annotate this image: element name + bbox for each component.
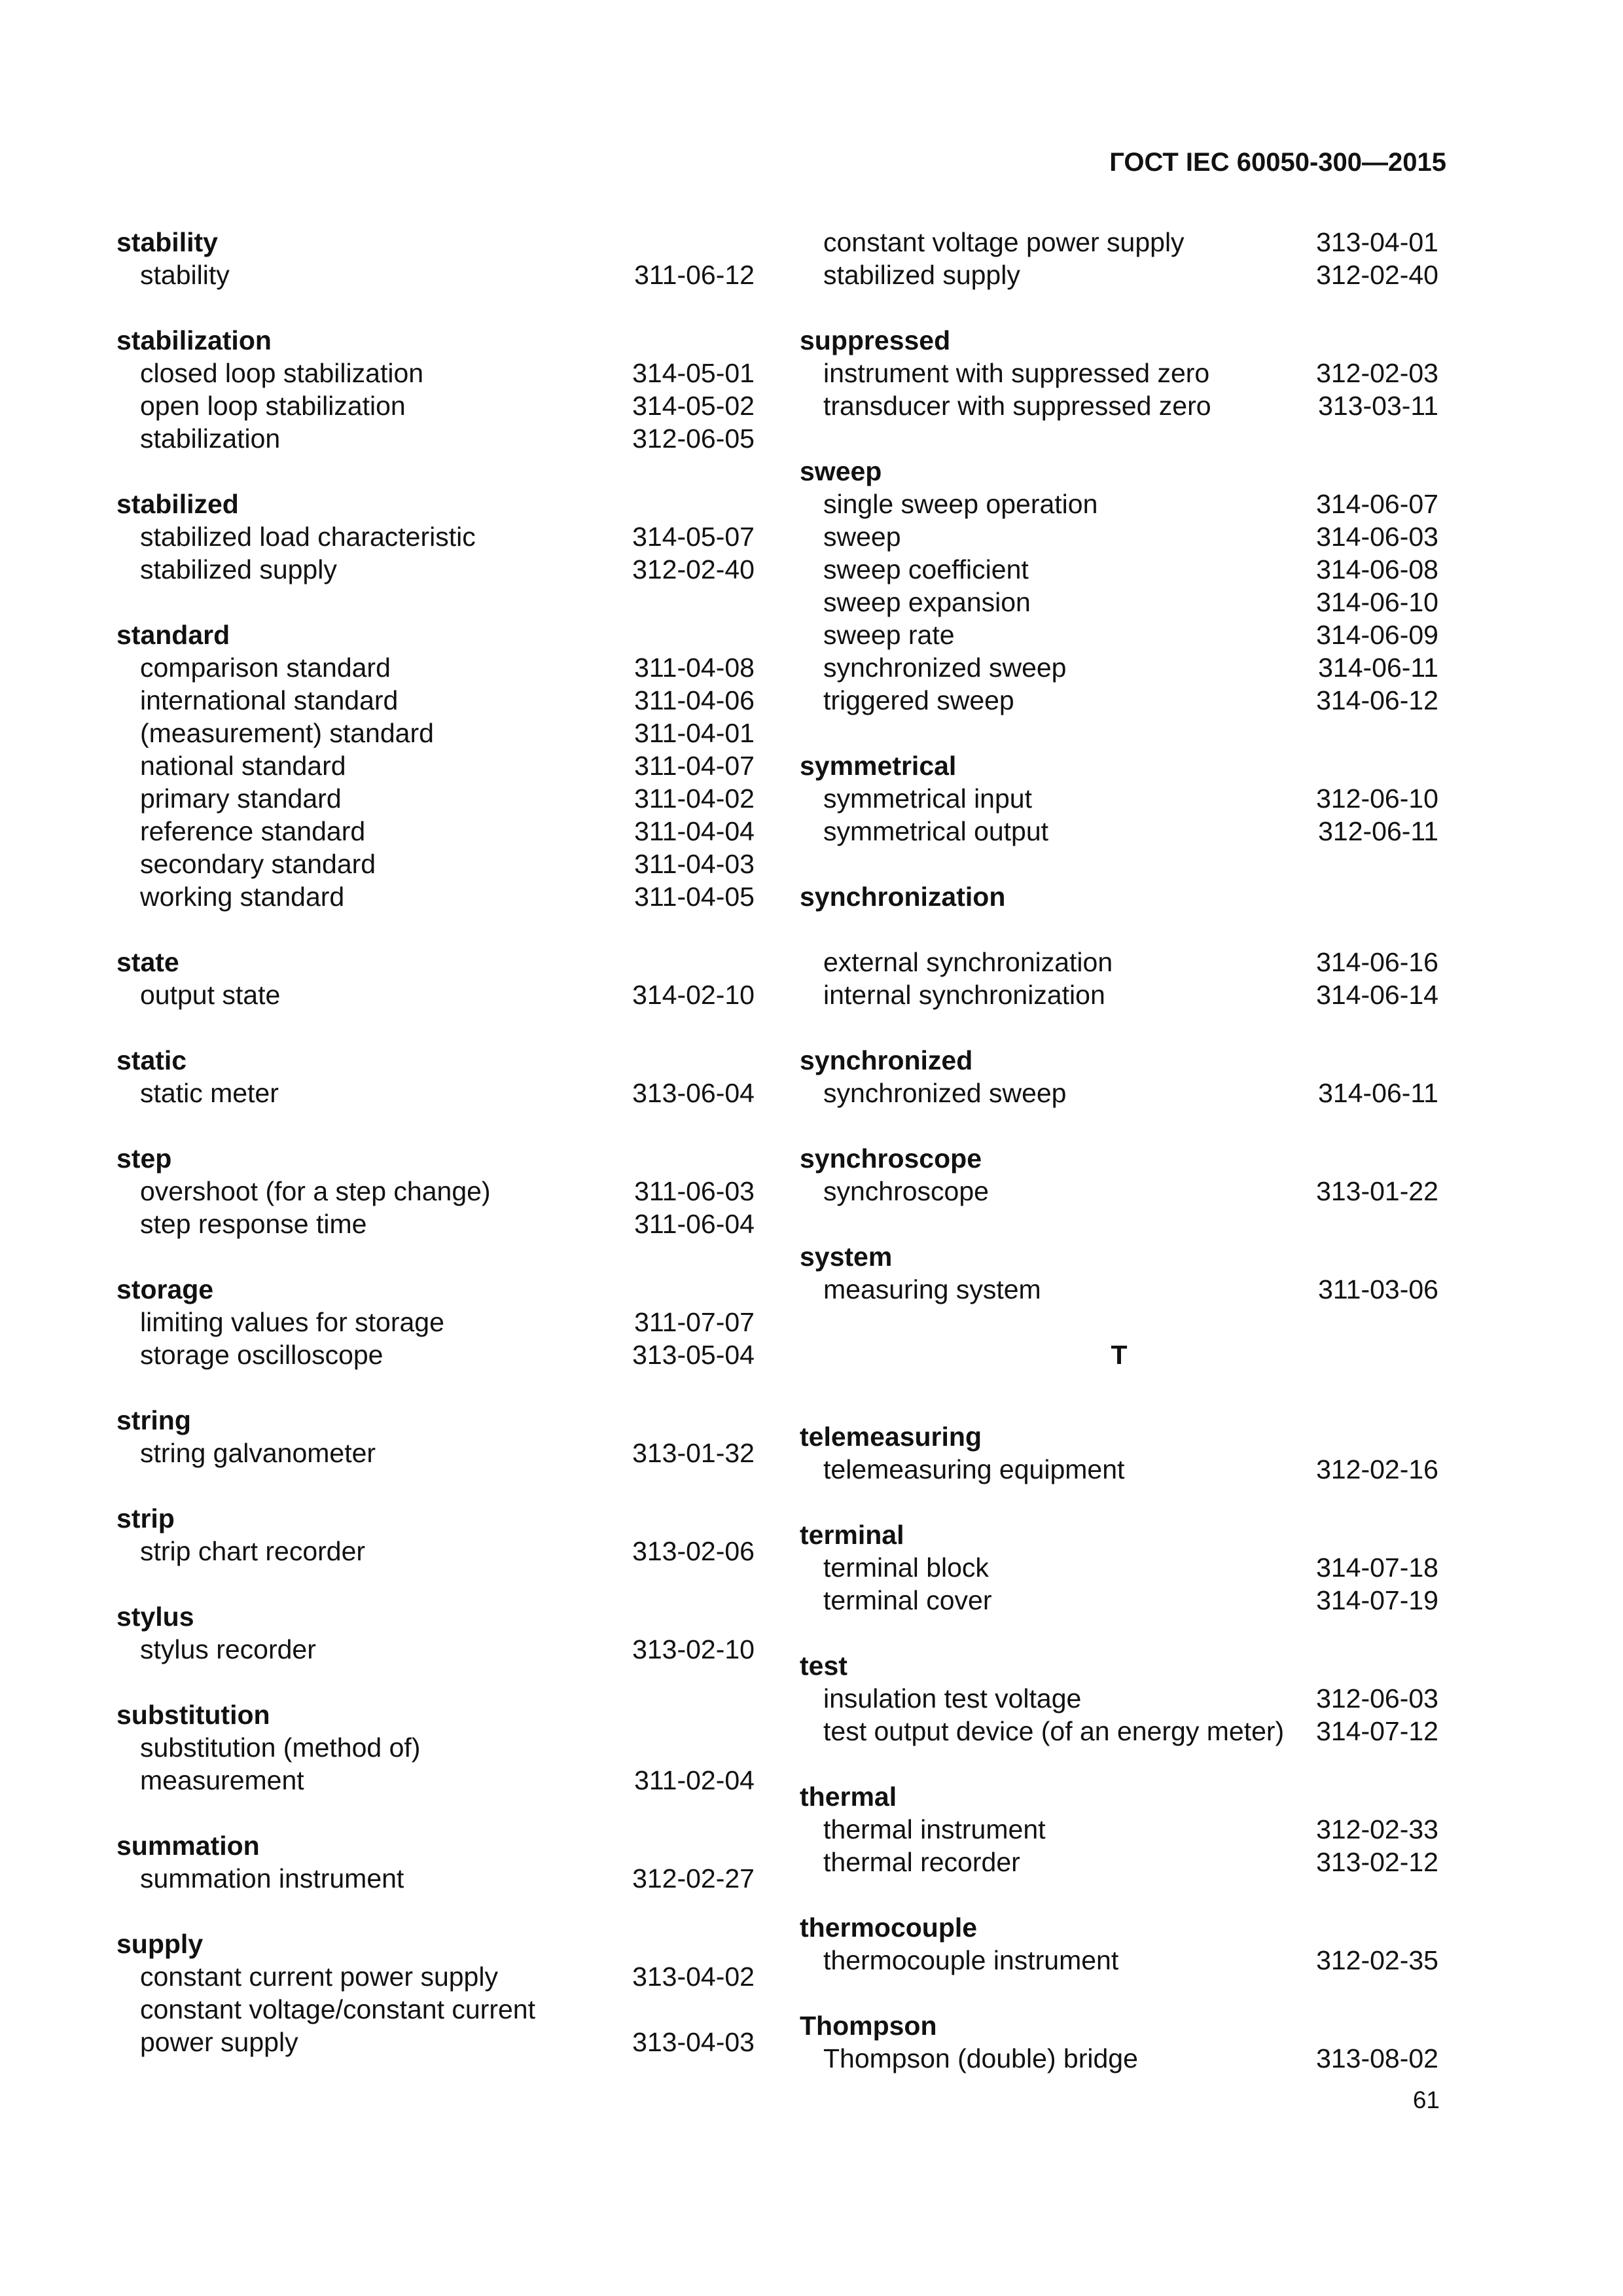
entry-term: synchronized sweep <box>823 1078 1067 1108</box>
entry-code: 312-02-16 <box>1316 1454 1438 1484</box>
index-group <box>116 619 755 913</box>
entry-code: 313-04-03 <box>632 2027 755 2057</box>
index-heading: sweep <box>800 456 882 486</box>
entry-code: 311-04-03 <box>634 849 755 879</box>
index-entry <box>116 1960 755 1993</box>
index-entry <box>800 226 1438 259</box>
running-header: ГОСТ IEC 60050-300—2015 <box>1109 148 1446 177</box>
index-entry <box>116 520 755 553</box>
entry-term: measuring system <box>823 1274 1041 1304</box>
entry-term: stylus recorder <box>140 1634 316 1664</box>
entry-term: synchronized sweep <box>823 653 1067 683</box>
index-entry <box>116 1208 755 1240</box>
index-entry <box>800 488 1438 520</box>
index-entry <box>116 1633 755 1666</box>
index-group <box>800 324 1438 422</box>
index-group <box>116 1600 755 1666</box>
section-letter: T <box>1111 1340 1128 1370</box>
index-group <box>800 749 1438 848</box>
index-heading: supply <box>116 1929 204 1959</box>
index-entry <box>116 389 755 422</box>
entry-code: 312-02-40 <box>632 554 755 584</box>
index-entry <box>800 946 1438 978</box>
entry-code: 314-06-08 <box>1316 554 1438 584</box>
index-heading: telemeasuring <box>800 1422 982 1452</box>
entry-term: thermal instrument <box>823 1814 1046 1844</box>
index-group <box>116 1273 755 1371</box>
index-heading: storage <box>116 1274 214 1304</box>
entry-term: reference standard <box>140 816 366 846</box>
index-entry <box>116 1077 755 1109</box>
entry-term: output state <box>140 980 281 1010</box>
index-heading: stability <box>116 227 218 257</box>
index-entry <box>116 684 755 717</box>
index-group <box>116 226 755 291</box>
entry-term: string galvanometer <box>140 1438 376 1468</box>
index-entry <box>800 1453 1438 1486</box>
index-heading: suppressed <box>800 325 951 355</box>
index-entry <box>116 259 755 291</box>
index-group <box>116 1698 755 1797</box>
entry-code: 312-02-27 <box>632 1863 755 1893</box>
index-entry <box>800 1682 1438 1715</box>
index-entry <box>116 848 755 880</box>
entry-code: 314-05-07 <box>632 522 755 552</box>
index-heading: static <box>116 1045 187 1075</box>
entry-term: national standard <box>140 751 346 781</box>
entry-code: 314-07-18 <box>1316 1552 1438 1583</box>
index-group <box>800 1420 1438 1486</box>
index-entry <box>800 978 1438 1011</box>
index-heading: synchroscope <box>800 1143 982 1174</box>
entry-term: triggered sweep <box>823 685 1014 715</box>
index-entry <box>800 1944 1438 1977</box>
index-group <box>116 1928 755 2058</box>
entry-code: 311-06-03 <box>634 1176 755 1206</box>
index-heading: step <box>116 1143 172 1174</box>
index-entry <box>800 259 1438 291</box>
entry-term: constant voltage/constant current power supply <box>140 1994 535 2057</box>
entry-code: 314-07-12 <box>1316 1716 1438 1746</box>
index-group <box>800 455 1438 717</box>
entry-term: instrument with suppressed zero <box>823 358 1210 388</box>
entry-term: comparison standard <box>140 653 391 683</box>
index-group <box>116 324 755 455</box>
entry-code: 313-04-02 <box>632 1962 755 1992</box>
entry-term: stabilized supply <box>140 554 337 584</box>
index-group <box>800 1240 1438 1306</box>
index-entry <box>116 1535 755 1568</box>
entry-term: sweep coefficient <box>823 554 1029 584</box>
index-group <box>800 1911 1438 1977</box>
entry-code: 313-05-04 <box>632 1340 755 1370</box>
index-entry <box>116 1993 755 2058</box>
index-heading: synchronized <box>800 1045 973 1075</box>
entry-term: Thompson (double) bridge <box>823 2043 1138 2073</box>
entry-term: step response time <box>140 1209 367 1239</box>
index-heading: test <box>800 1651 847 1681</box>
index-group <box>116 1502 755 1568</box>
entry-code: 313-02-10 <box>632 1634 755 1664</box>
index-group <box>800 880 1438 1011</box>
entry-term: synchroscope <box>823 1176 989 1206</box>
entry-term: stabilized supply <box>823 260 1020 290</box>
entry-term: stabilized load characteristic <box>140 522 476 552</box>
index-entry <box>800 1551 1438 1584</box>
entry-term: sweep <box>823 522 901 552</box>
index-entry <box>116 422 755 455</box>
index-entry <box>116 717 755 749</box>
entry-code: 311-04-05 <box>634 882 755 912</box>
index-entry <box>800 782 1438 815</box>
entry-term: thermal recorder <box>823 1847 1020 1877</box>
entry-code: 312-06-03 <box>1316 1683 1438 1713</box>
index-group <box>800 1780 1438 1878</box>
entry-code: 313-04-01 <box>1316 227 1438 257</box>
entry-code: 312-06-11 <box>1318 816 1438 846</box>
entry-code: 313-02-12 <box>1316 1847 1438 1877</box>
index-entry <box>116 553 755 586</box>
entry-code: 314-06-12 <box>1316 685 1438 715</box>
index-entry <box>800 520 1438 553</box>
index-heading: substitution <box>116 1700 270 1730</box>
index-heading: symmetrical <box>800 751 957 781</box>
index-entry <box>116 880 755 913</box>
index-entry <box>800 619 1438 651</box>
index-group <box>116 946 755 1011</box>
entry-term: terminal cover <box>823 1585 992 1615</box>
index-group <box>116 1142 755 1240</box>
index-group <box>800 226 1438 291</box>
index-entry <box>800 586 1438 619</box>
entry-code: 314-05-02 <box>632 391 755 421</box>
index-entry <box>116 749 755 782</box>
entry-code: 314-06-09 <box>1316 620 1438 650</box>
entry-term: symmetrical input <box>823 783 1032 814</box>
index-entry <box>116 1731 755 1797</box>
index-entry <box>116 1175 755 1208</box>
entry-code: 313-01-22 <box>1316 1176 1438 1206</box>
entry-code: 314-02-10 <box>632 980 755 1010</box>
index-group <box>116 1044 755 1109</box>
entry-term: open loop stabilization <box>140 391 406 421</box>
index-heading: state <box>116 947 179 977</box>
entry-code: 311-06-12 <box>634 260 755 290</box>
index-entry <box>800 1273 1438 1306</box>
index-entry <box>116 1338 755 1371</box>
index-heading: strip <box>116 1503 175 1534</box>
entry-term: test output device (of an energy meter) <box>823 1716 1285 1746</box>
index-heading: stabilized <box>116 489 239 519</box>
entry-code: 313-08-02 <box>1316 2043 1438 2073</box>
entry-code: 312-02-35 <box>1316 1945 1438 1975</box>
entry-term: sweep expansion <box>823 587 1031 617</box>
entry-term: storage oscilloscope <box>140 1340 383 1370</box>
index-group <box>800 2009 1438 2075</box>
entry-term: symmetrical output <box>823 816 1049 846</box>
entry-code: 314-06-16 <box>1316 947 1438 977</box>
index-entry <box>800 1813 1438 1846</box>
entry-code: 311-07-07 <box>634 1307 755 1337</box>
entry-code: 314-05-01 <box>632 358 755 388</box>
entry-code: 311-04-01 <box>634 718 755 748</box>
entry-term: sweep rate <box>823 620 955 650</box>
entry-code: 314-06-03 <box>1316 522 1438 552</box>
index-entry <box>800 1584 1438 1617</box>
index-heading: standard <box>116 620 230 650</box>
entry-term: working standard <box>140 882 345 912</box>
index-group <box>800 1142 1438 1208</box>
index-entry <box>800 1175 1438 1208</box>
index-entry <box>800 1715 1438 1748</box>
entry-term: external synchronization <box>823 947 1113 977</box>
entry-term: primary standard <box>140 783 342 814</box>
entry-term: closed loop stabilization <box>140 358 424 388</box>
entry-code: 313-06-04 <box>632 1078 755 1108</box>
entry-code: 311-04-04 <box>634 816 755 846</box>
entry-code: 311-03-06 <box>1318 1274 1438 1304</box>
entry-term: summation instrument <box>140 1863 404 1893</box>
index-entry <box>800 389 1438 422</box>
index-column-left <box>116 226 755 2091</box>
index-heading: string <box>116 1405 191 1435</box>
index-entry <box>800 357 1438 389</box>
entry-code: 312-06-05 <box>632 423 755 454</box>
entry-term: insulation test voltage <box>823 1683 1082 1713</box>
index-group <box>116 1829 755 1895</box>
entry-code: 314-07-19 <box>1316 1585 1438 1615</box>
index-entry <box>800 553 1438 586</box>
index-group <box>116 488 755 586</box>
index-entry <box>800 651 1438 684</box>
index-heading: thermal <box>800 1782 897 1812</box>
index-group <box>800 1044 1438 1109</box>
entry-code: 312-02-33 <box>1316 1814 1438 1844</box>
entry-code: 313-03-11 <box>1318 391 1438 421</box>
entry-code: 311-04-08 <box>634 653 755 683</box>
entry-term: thermocouple instrument <box>823 1945 1119 1975</box>
entry-code: 311-04-07 <box>634 751 755 781</box>
index-heading: system <box>800 1242 893 1272</box>
index-entry <box>116 1306 755 1338</box>
entry-code: 314-06-11 <box>1318 1078 1438 1108</box>
index-entry <box>800 684 1438 717</box>
entry-term: terminal block <box>823 1552 989 1583</box>
index-heading: stylus <box>116 1602 194 1632</box>
entry-code: 314-06-07 <box>1316 489 1438 519</box>
index-entry <box>800 1846 1438 1878</box>
index-entry <box>800 1077 1438 1109</box>
entry-code: 313-01-32 <box>632 1438 755 1468</box>
index-column-right <box>800 226 1438 2108</box>
entry-term: constant current power supply <box>140 1962 498 1992</box>
entry-code: 312-06-10 <box>1316 783 1438 814</box>
index-group <box>800 1649 1438 1748</box>
entry-term: constant voltage power supply <box>823 227 1185 257</box>
entry-code: 313-02-06 <box>632 1536 755 1566</box>
index-heading: summation <box>116 1831 260 1861</box>
index-entry <box>116 815 755 848</box>
page-number: 61 <box>1412 2087 1440 2113</box>
index-heading: Thompson <box>800 2011 937 2041</box>
index-heading: terminal <box>800 1520 904 1550</box>
entry-term: secondary standard <box>140 849 376 879</box>
index-entry <box>116 1862 755 1895</box>
index-heading: thermocouple <box>800 1912 978 1943</box>
entry-code: 314-06-14 <box>1316 980 1438 1010</box>
index-entry <box>800 815 1438 848</box>
entry-code: 311-04-06 <box>634 685 755 715</box>
index-group <box>800 1518 1438 1617</box>
entry-term: transducer with suppressed zero <box>823 391 1211 421</box>
index-entry <box>116 651 755 684</box>
entry-term: telemeasuring equipment <box>823 1454 1125 1484</box>
index-group <box>116 1404 755 1469</box>
spacer <box>800 913 1438 946</box>
entry-term: stability <box>140 260 230 290</box>
index-entry <box>116 782 755 815</box>
entry-term: strip chart recorder <box>140 1536 366 1566</box>
index-entry <box>116 357 755 389</box>
entry-term: substitution (method of) measurement <box>140 1732 421 1795</box>
entry-term: international standard <box>140 685 399 715</box>
entry-code: 311-02-04 <box>634 1765 755 1795</box>
entry-code: 314-06-10 <box>1316 587 1438 617</box>
index-entry <box>116 1437 755 1469</box>
entry-code: 311-06-04 <box>634 1209 755 1239</box>
index-entry <box>116 978 755 1011</box>
entry-code: 312-02-40 <box>1316 260 1438 290</box>
entry-term: (measurement) standard <box>140 718 434 748</box>
entry-code: 312-02-03 <box>1316 358 1438 388</box>
entry-code: 314-06-11 <box>1318 653 1438 683</box>
index-heading: synchronization <box>800 882 1006 912</box>
entry-code: 311-04-02 <box>634 783 755 814</box>
entry-term: stabilization <box>140 423 281 454</box>
entry-term: limiting values for storage <box>140 1307 444 1337</box>
entry-term: overshoot (for a step change) <box>140 1176 491 1206</box>
entry-term: internal synchronization <box>823 980 1105 1010</box>
entry-term: static meter <box>140 1078 279 1108</box>
entry-term: single sweep operation <box>823 489 1098 519</box>
index-heading: stabilization <box>116 325 272 355</box>
index-entry <box>800 2042 1438 2075</box>
